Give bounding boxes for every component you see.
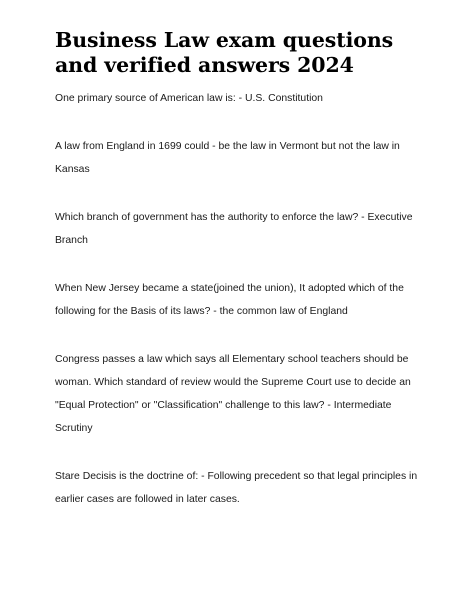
qa-item: One primary source of American law is: - U.S. Constitution [55,93,323,104]
document-title: Business Law exam questions and verified answers 2024 [55,28,394,77]
qa-item: Stare Decisis is the doctrine of: - Following precedent so that legal principles in earlier cases are followed in later cases. [55,471,418,505]
qa-item: A law from England in 1699 could - be the law in Vermont but not the law in Kansas [55,141,400,175]
document-content [55,28,427,536]
qa-item: Which branch of government has the authority to enforce the law? - Executive Branch [55,212,413,246]
qa-item: When New Jersey became a state(joined the union), It adopted which of the following for the Basis of its laws? - the common law of England [55,283,404,317]
qa-item: Congress passes a law which says all Elementary school teachers should be woman. Which standard of review would the Supreme Court use to decide an "Equal Protection" or "Classification" challenge to this law? - Intermediate Scrutiny [55,354,411,434]
